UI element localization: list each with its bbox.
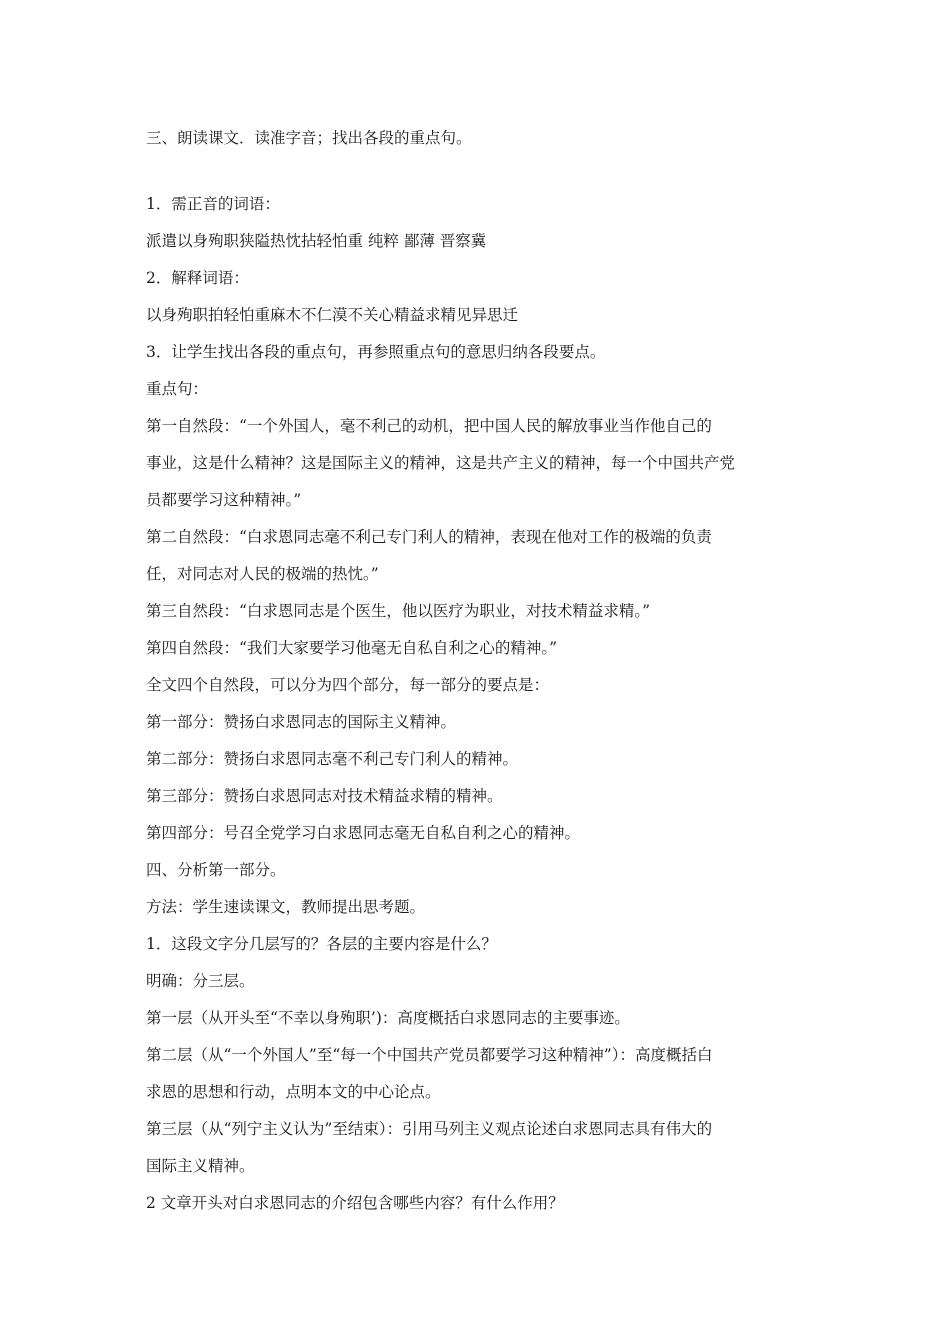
method-line: 方法：学生速读课文，教师提出思考题。 (146, 898, 426, 916)
answer-three-layers: 明确：分三层。 (146, 972, 255, 990)
paragraph-one-key-line-3: 员都要学习这种精神。” (146, 491, 302, 509)
paragraph-three-key: 第三自然段：“白求恩同志是个医生，他以医疗为职业，对技术精益求精。” (146, 602, 651, 620)
paragraph-one-key-line-2: 事业，这是什么精神？这是国际主义的精神，这是共产主义的精神，每一个中国共产党 (146, 454, 736, 472)
key-sentences-label: 重点句： (146, 380, 209, 398)
part-three-summary: 第三部分：赞扬白求恩同志对技术精益求精的精神。 (146, 787, 503, 805)
parts-summary-intro: 全文四个自然段，可以分为四个部分，每一部分的要点是： (146, 676, 550, 694)
paragraph-two-key-line-1: 第二自然段：“白求恩同志毫不利己专门利人的精神，表现在他对工作的极端的负责 (146, 528, 712, 546)
paragraph-one-key-line-1: 第一自然段：“一个外国人，毫不利己的动机，把中国人民的解放事业当作他自己的 (146, 417, 712, 435)
item-vocabulary-heading: 2．解释词语： (146, 269, 249, 287)
section-heading-analysis: 四、分析第一部分。 (146, 861, 286, 879)
question-one: 1．这段文字分几层写的？各层的主要内容是什么？ (146, 935, 497, 953)
pronunciation-words: 派遣以身殉职狭隘热忱拈轻怕重 纯粹 鄙薄 晋察冀 (146, 232, 487, 250)
layer-one: 第一层（从开头至“不幸以身殉职’)：高度概括白求恩同志的主要事迹。 (146, 1009, 630, 1027)
part-four-summary: 第四部分：号召全党学习白求恩同志毫无自私自利之心的精神。 (146, 824, 581, 842)
layer-two-line-2: 求恩的思想和行动，点明本文的中心论点。 (146, 1083, 441, 1101)
item-pronunciation-heading: 1．需正音的词语： (146, 195, 280, 213)
paragraph-four-key: 第四自然段：“我们大家要学习他毫无自私自利之心的精神。” (146, 639, 558, 657)
section-heading-reading: 三、朗读课文．读准字音；找出各段的重点句。 (146, 129, 472, 147)
vocabulary-words: 以身殉职拍轻怕重麻木不仁漠不关心精益求精见异思迁 (146, 306, 519, 324)
layer-two-line-1: 第二层（从“一个外国人”至“每一个中国共产党员都要学习这种精神”）：高度概括白 (146, 1046, 713, 1064)
layer-three-line-1: 第三层（从“列宁主义认为”至结束）：引用马列主义观点论述白求恩同志具有伟大的 (146, 1120, 713, 1138)
part-one-summary: 第一部分：赞扬白求恩同志的国际主义精神。 (146, 713, 457, 731)
item-key-sentences-task: 3．让学生找出各段的重点句，再参照重点句的意思归纳各段要点。 (146, 343, 606, 361)
paragraph-two-key-line-2: 任，对同志对人民的极端的热忱。” (146, 565, 379, 583)
layer-three-line-2: 国际主义精神。 (146, 1157, 255, 1175)
part-two-summary: 第二部分：赞扬白求恩同志毫不利己专门利人的精神。 (146, 750, 519, 768)
question-two: 2 文章开头对白求恩同志的介绍包含哪些内容？有什么作用？ (146, 1194, 564, 1212)
